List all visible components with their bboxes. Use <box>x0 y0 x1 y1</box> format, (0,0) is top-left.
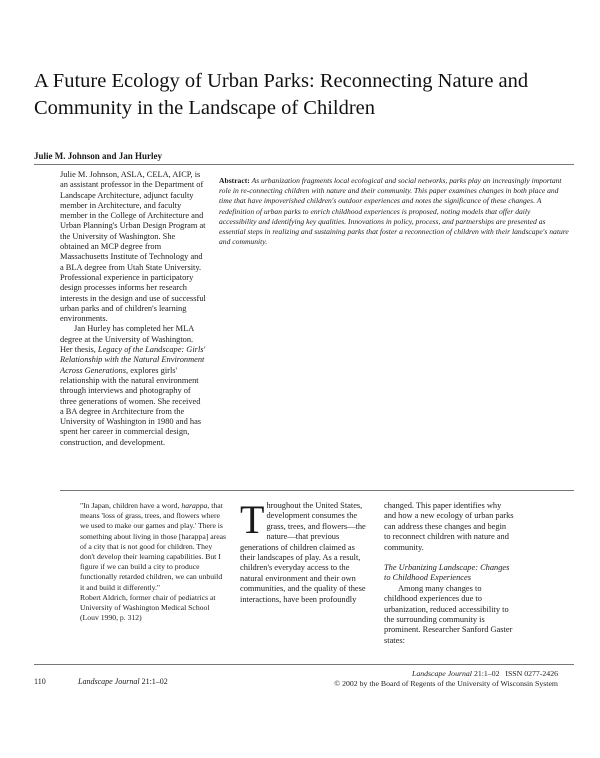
drop-cap: T <box>240 497 265 542</box>
footer-rule <box>34 664 574 665</box>
section-rule <box>60 490 574 491</box>
journal-issue: 21:1–02 <box>141 677 168 686</box>
bio-text: , explores girls' relationship with the natural environment through interviews and photography of three generations of women. She received a BA degree in Architecture from the University of Washington in 1980 and has spent her career in commercial design, construction, and development. <box>60 365 202 447</box>
abstract <box>219 176 569 247</box>
journal-issue: 21:1–02 <box>473 669 500 678</box>
bio-text: Jan Hurley has completed her MLA degree at the University of Washington. Her thesis, <box>60 324 194 355</box>
issn: ISSN 0277-2426 <box>505 669 558 678</box>
journal-name: Landscape Journal <box>411 669 472 678</box>
quote-word: harappa <box>181 501 208 510</box>
quote-text: "In Japan, children have a word, <box>80 501 182 510</box>
journal-citation <box>334 669 558 679</box>
thesis-title: Legacy of the Landscape: Girls' Relationship with the Natural Environment Across Generations <box>60 345 206 375</box>
author-bio <box>60 170 206 448</box>
copyright: © 2002 by the Board of Regents of the University of Wisconsin System <box>334 679 558 689</box>
epigraph <box>80 501 228 623</box>
body-text: hroughout the United States, development consumes the grass, trees, and flowers—the nature—that previous generations of children claimed as their landscapes of play. As a result, children's everyday access to the natural environment and their own communities, and the quality of these interactions, have been profoundly <box>240 501 366 604</box>
abstract-text: As urbanization fragments local ecological and social networks, parks play an increasingly important role in re-connecting children with nature and their community. This paper examines changes in both place and time that have impoverished children's outdoor experiences and notes the significance of these changes. A redefinition of urban parks to enrich childhood experiences is proposed, noting models that offer daily accessibility and identifying key qualities. Innovations in policy, process, and partnerships are presented as essential steps in realizing and sustaining parks that foster a reconnection of children with their landscape's nature and community. <box>219 176 569 247</box>
bio-paragraph-hurley <box>60 324 206 448</box>
title-rule <box>34 164 574 165</box>
section-heading: The Urbanizing Landscape: Changes to Childhood Experiences <box>384 563 510 583</box>
paper-title: A Future Ecology of Urban Parks: Reconnecting Nature and Community in the Landscape of Children <box>34 70 529 119</box>
abstract-label: Abstract: <box>219 176 250 185</box>
epigraph-attribution: Robert Aldrich, former chair of pediatrics at University of Washington Medical School (Louv 1990, p. 312) <box>80 592 216 623</box>
authors: Julie M. Johnson and Jan Hurley <box>34 151 163 161</box>
body-column-2 <box>384 501 514 646</box>
body-text: changed. This paper identifies why and how a new ecology of urban parks can address these changes and begin to reconnect children with nature and community. <box>384 501 514 552</box>
quote-text: , that means 'loss of grass, trees, and flowers where we used to make our games and play.' There is something about living in those [harappa] areas of a city that is not good for children. They don't develop their learning capabilities. But I figure if we can build a city to produce functionally retarded children, we can unbuild it and build it differently." <box>80 501 227 592</box>
footer-right <box>334 669 558 690</box>
journal-name: Landscape Journal <box>78 677 140 686</box>
body-column-1 <box>240 497 371 605</box>
body-text: Among many changes to childhood experiences due to urbanization, reduced accessibility to the surrounding community is prominent. Researcher Sanford Gaster states: <box>384 583 513 645</box>
footer-left <box>34 677 168 686</box>
bio-paragraph-johnson: Julie M. Johnson, ASLA, CELA, AICP, is an assistant professor in the Department of Landscape Architecture, adjunct faculty member in Architecture, and faculty member in the College of Architecture and Urban Planning's Urban Design Program at the University of Washington. She obtained an MCP degree from Massachusetts Institute of Technology and a BLA degree from Utah State University. Professional experience in participatory design processes informs her research interests in the design and use of successful urban parks and of children's learning environments. <box>60 170 206 324</box>
epigraph-quote <box>80 501 228 593</box>
page-number: 110 <box>34 677 46 686</box>
